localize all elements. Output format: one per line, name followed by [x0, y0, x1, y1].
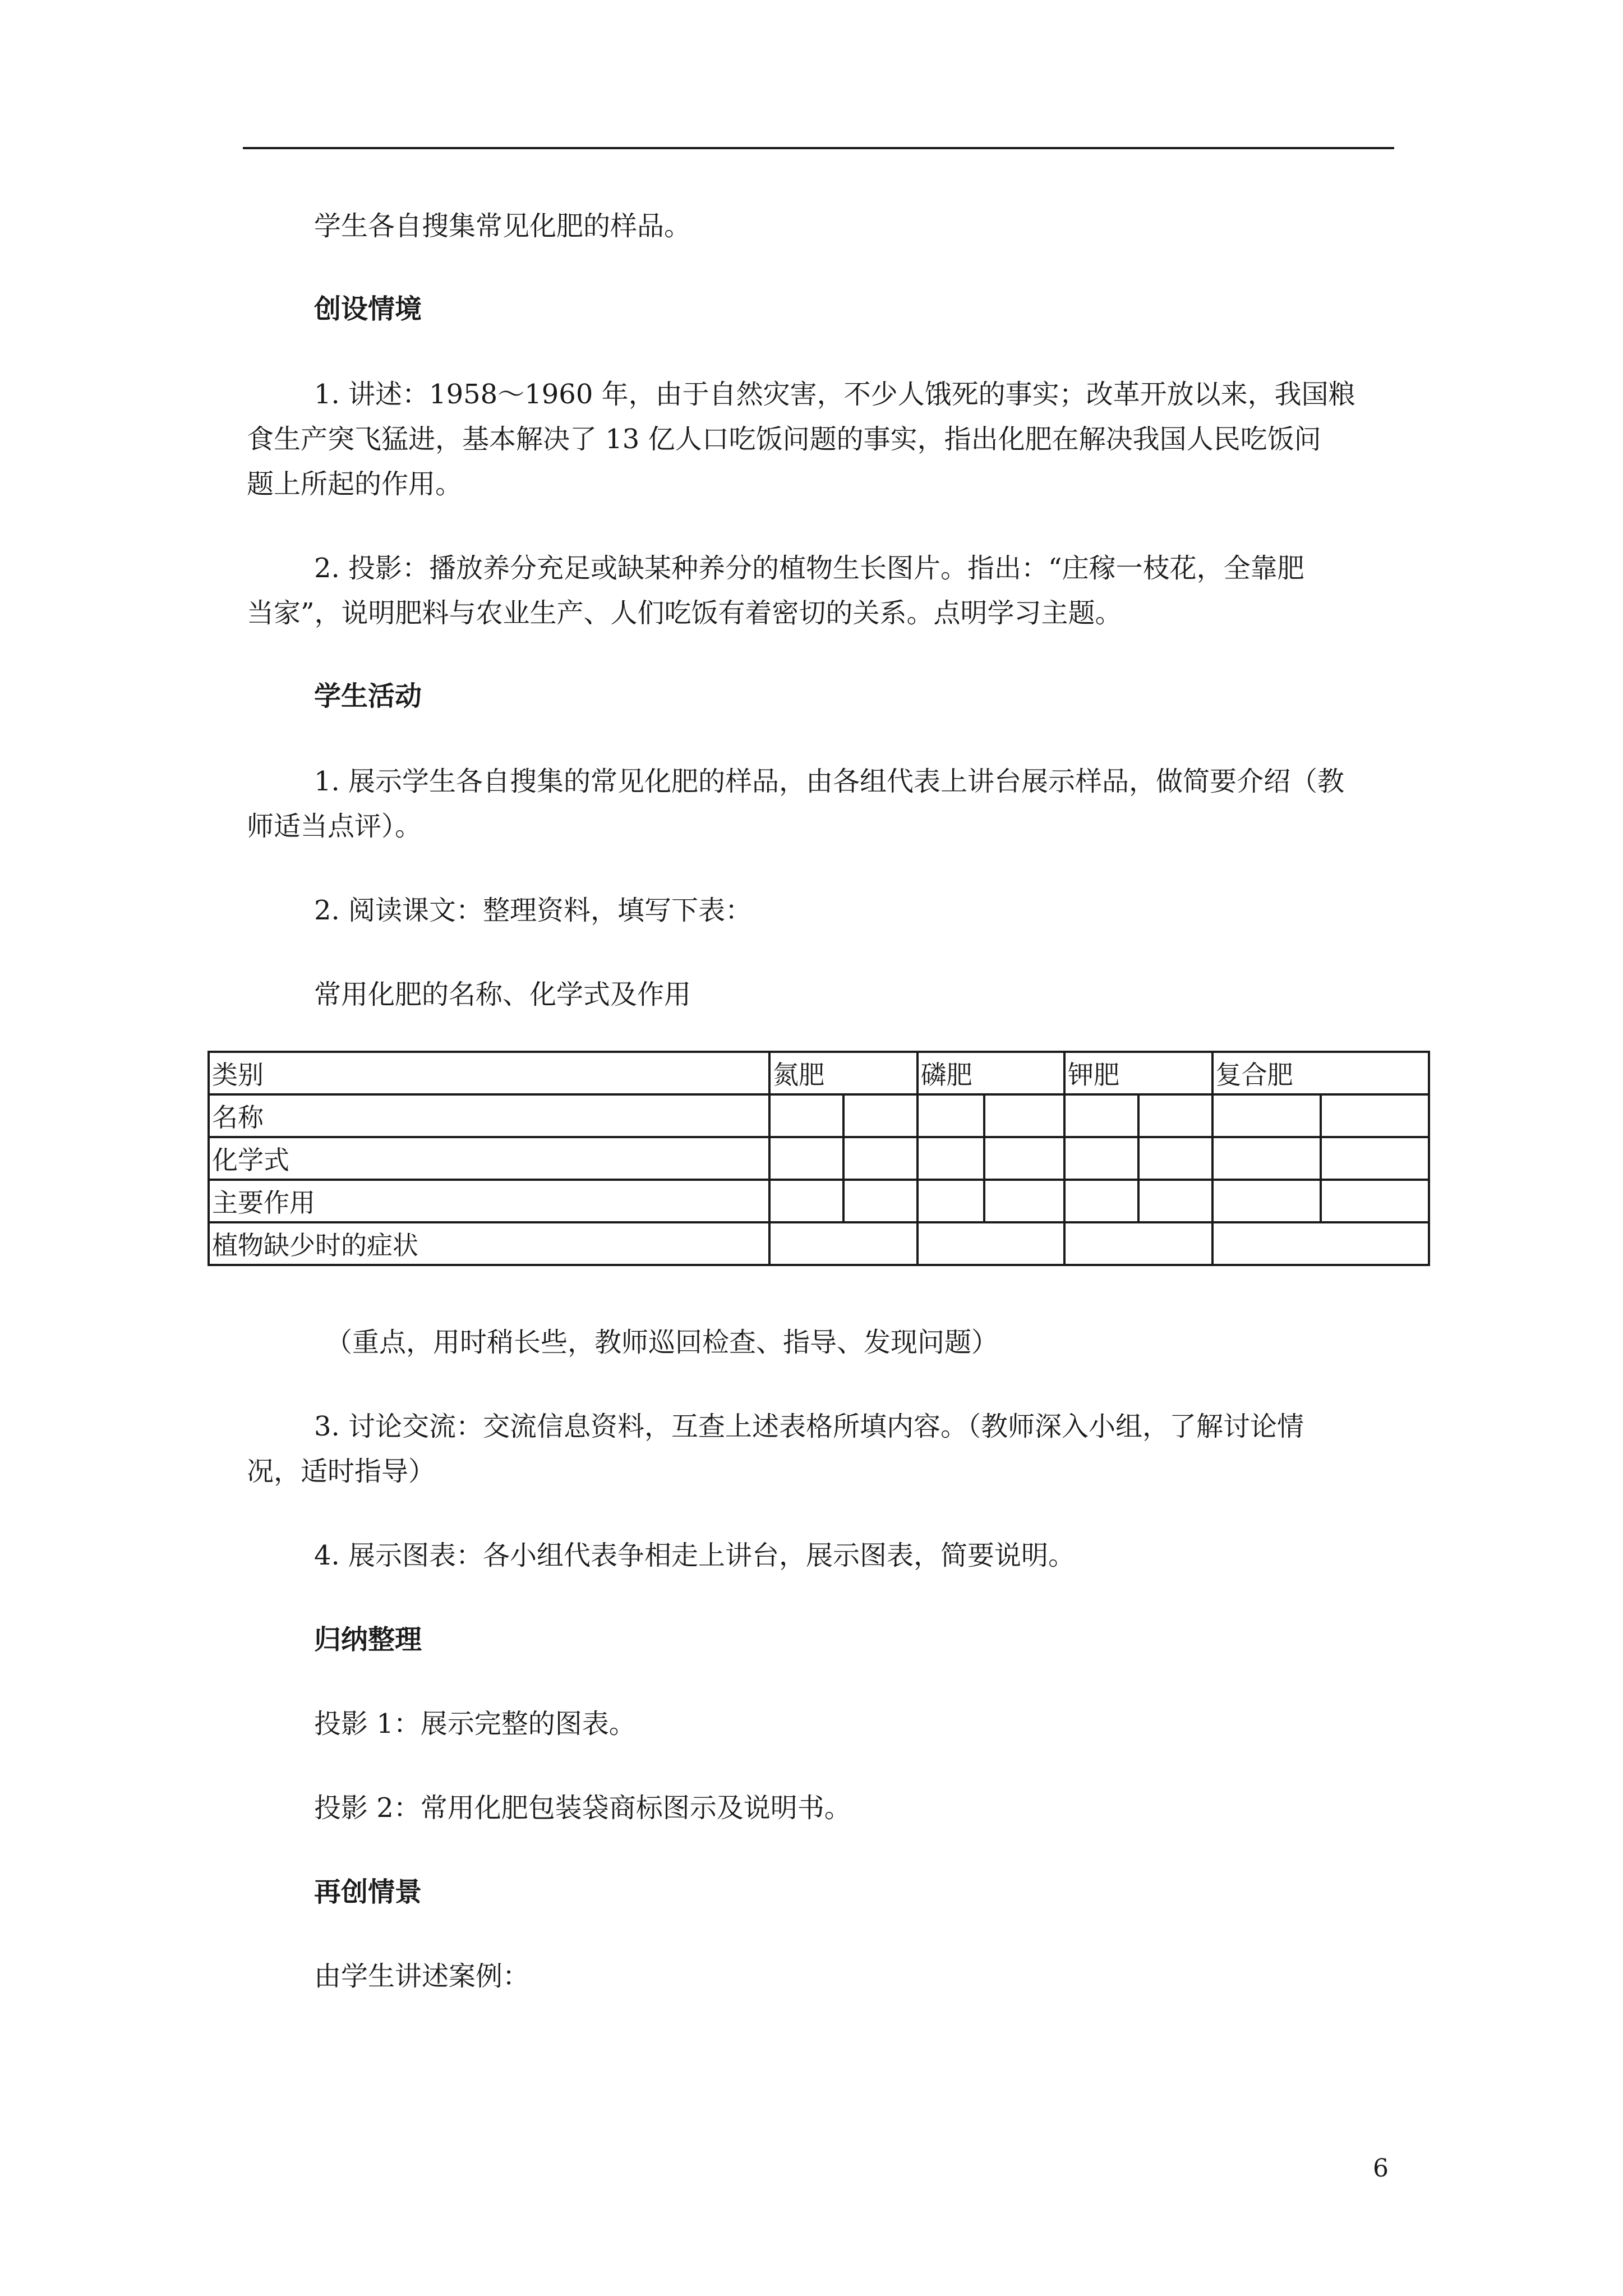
table-cell: [917, 1137, 985, 1180]
table-header-row: [209, 1052, 1429, 1094]
header-cell-compound: 复合肥: [1212, 1052, 1429, 1094]
table-cell: [917, 1180, 985, 1222]
table-cell: [1212, 1137, 1321, 1180]
page-number: 6: [1373, 2154, 1389, 2183]
table-row: [209, 1222, 1429, 1265]
row-label-name: 名称: [209, 1094, 769, 1137]
paragraph-projection-line1: 2. 投影：播放养分充足或缺某种养分的植物生长图片。指出：“庄稼一枝花，全靠肥: [314, 553, 1304, 584]
table-cell: [917, 1222, 1065, 1265]
table-cell: [1064, 1222, 1212, 1265]
header-cell-nitrogen: 氮肥: [769, 1052, 917, 1094]
table-cell: [1138, 1094, 1212, 1137]
row-label-formula: 化学式: [209, 1137, 769, 1180]
table-cell: [843, 1180, 917, 1222]
heading-student-activity: 学生活动: [314, 680, 422, 712]
header-cell-phosphate: 磷肥: [917, 1052, 1065, 1094]
heading-create-situation: 创设情境: [314, 293, 422, 325]
row-label-deficiency-symptoms: 植物缺少时的症状: [209, 1222, 769, 1265]
heading-recreate-scenario: 再创情景: [314, 1876, 422, 1908]
heading-summary: 归纳整理: [314, 1624, 422, 1655]
header-cell-potash: 钾肥: [1064, 1052, 1212, 1094]
fertilizer-table: [208, 1051, 1430, 1266]
table-cell: [1138, 1137, 1212, 1180]
paragraph-discussion-line1: 3. 讨论交流：交流信息资料，互查上述表格所填内容。（教师深入小组，了解讨论情: [314, 1411, 1304, 1442]
header-rule: [243, 147, 1394, 149]
table-cell: [1064, 1094, 1138, 1137]
paragraph-show-samples-line2: 师适当点评）。: [247, 811, 422, 842]
header-cell-category: 类别: [209, 1052, 769, 1094]
table-cell: [1212, 1180, 1321, 1222]
paragraph-lecture-line1: 1. 讲述：1958～1960 年，由于自然灾害，不少人饿死的事实；改革开放以来，我国粮: [314, 379, 1355, 410]
paragraph-case-study: 由学生讲述案例：: [314, 1961, 530, 1992]
table-cell: [769, 1137, 843, 1180]
paragraph-discussion-line2: 况，适时指导）: [247, 1456, 436, 1487]
table-cell: [1321, 1137, 1429, 1180]
table-cell: [1138, 1180, 1212, 1222]
paragraph-show-samples-line1: 1. 展示学生各自搜集的常见化肥的样品，由各组代表上讲台展示样品，做简要介绍（教: [314, 766, 1345, 797]
paragraph-projection-1: 投影 1：展示完整的图表。: [314, 1708, 636, 1740]
table-cell: [769, 1222, 917, 1265]
table-cell: [843, 1137, 917, 1180]
table-row: [209, 1094, 1429, 1137]
table-cell: [769, 1180, 843, 1222]
table-cell: [917, 1094, 985, 1137]
row-label-main-function: 主要作用: [209, 1180, 769, 1222]
table-row: [209, 1180, 1429, 1222]
table-cell: [984, 1094, 1064, 1137]
paragraph-lecture-line2: 食生产突飞猛进，基本解决了 13 亿人口吃饭问题的事实，指出化肥在解决我国人民吃饭问: [247, 424, 1321, 455]
table-cell: [984, 1180, 1064, 1222]
table-cell: [769, 1094, 843, 1137]
table-cell: [1212, 1094, 1321, 1137]
paragraph-read-text: 2. 阅读课文：整理资料，填写下表：: [314, 895, 753, 926]
paragraph-projection-2: 投影 2：常用化肥包装袋商标图示及说明书。: [314, 1792, 851, 1824]
table-cell: [1321, 1094, 1429, 1137]
paragraph-projection-line2: 当家”，说明肥料与农业生产、人们吃饭有着密切的关系。点明学习主题。: [247, 597, 1122, 629]
paragraph-emphasis-note: （重点，用时稍长些，教师巡回检查、指导、发现问题）: [325, 1327, 999, 1358]
table-cell: [1321, 1180, 1429, 1222]
table-cell: [1064, 1180, 1138, 1222]
paragraph-lecture-line3: 题上所起的作用。: [247, 468, 463, 500]
table-cell: [843, 1094, 917, 1137]
table-cell: [984, 1137, 1064, 1180]
paragraph-show-charts: 4. 展示图表：各小组代表争相走上讲台，展示图表，简要说明。: [314, 1540, 1076, 1571]
table-cell: [1212, 1222, 1429, 1265]
table-row: [209, 1137, 1429, 1180]
table-cell: [1064, 1137, 1138, 1180]
paragraph-samples: 学生各自搜集常见化肥的样品。: [314, 210, 691, 242]
table-caption: 常用化肥的名称、化学式及作用: [314, 979, 691, 1010]
